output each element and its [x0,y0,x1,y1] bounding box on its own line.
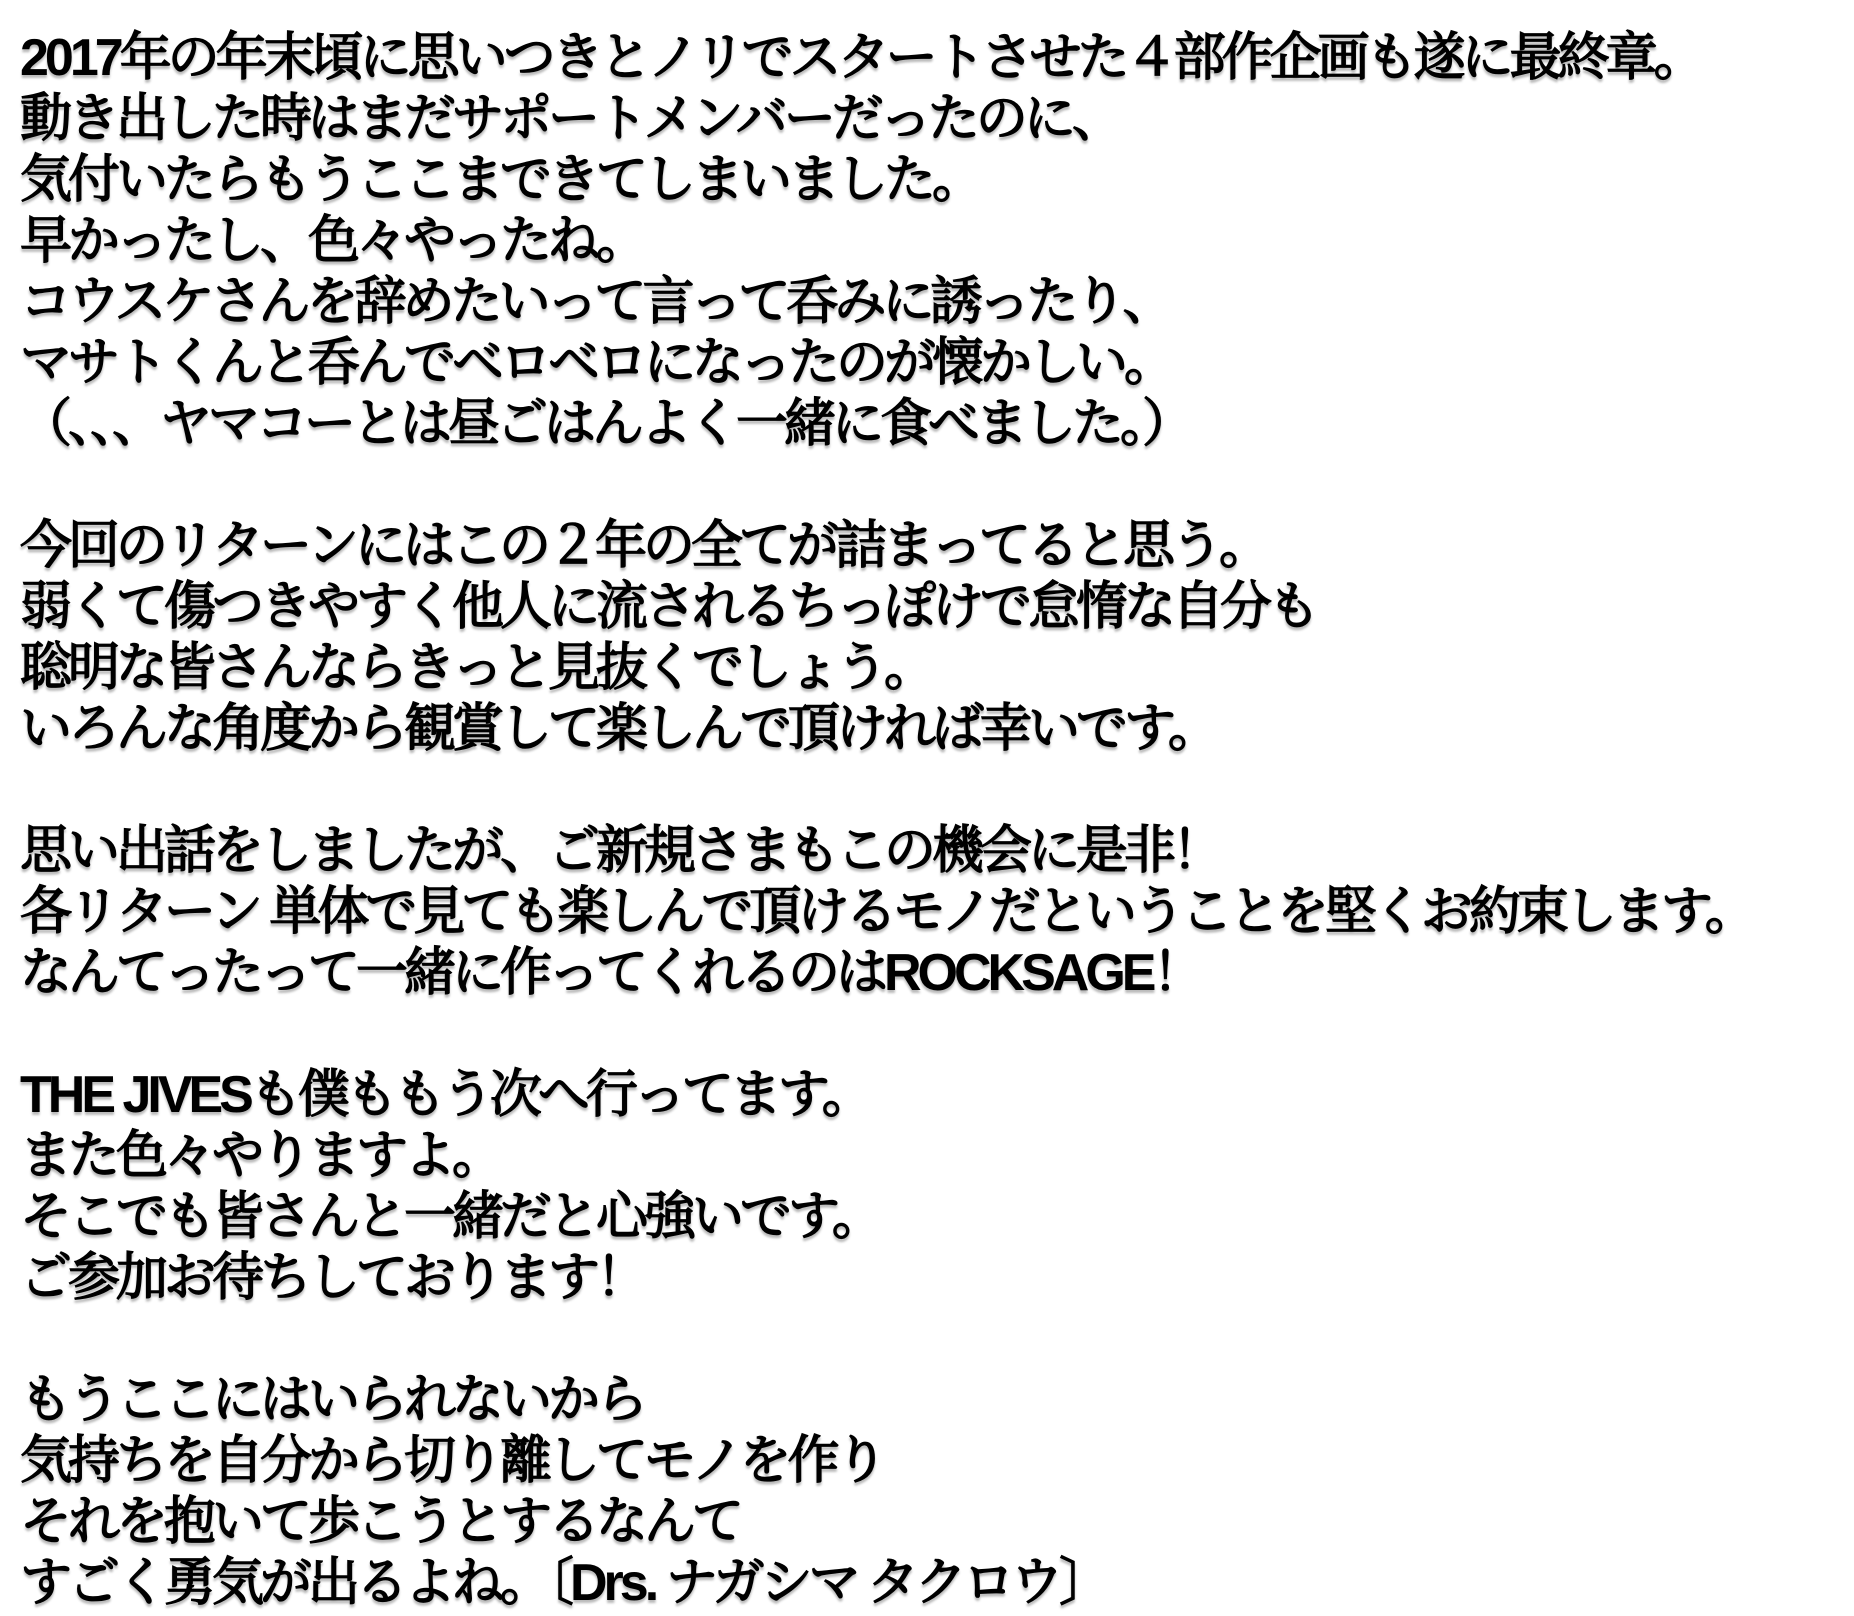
text-line: 思い出話をしましたが、ご新規さまもこの機会に是非！ [20,822,1221,880]
text-line: 気付いたらもうここまできてしまいました。 [20,151,981,209]
text-line: THE JIVESも僕ももう次へ行ってます。 [20,1066,870,1124]
text-line: 2017年の年末頃に思いつきとノリでスタートさせた４部作企画も遂に最終章。 [20,29,1702,87]
paragraph [20,1370,1840,1614]
text-line: また色々やりますよ。 [20,1127,501,1185]
text-line: それを抱いて歩こうとするなんて [20,1493,741,1551]
text-line: マサトくんと呑んでベロベロになったのが懐かしい。 [20,334,1173,392]
text-line: 弱くて傷つきやすく他人に流されるちっぽけで怠惰な自分も [20,578,1317,636]
paragraph [20,28,1840,455]
text-line: ご参加お待ちしております！ [20,1249,645,1307]
text-line: （、、、ヤマコーとは昼ごはんよく一緒に食べました。） [20,395,1191,453]
text-line: 早かったし、色々やったね。 [20,212,645,270]
paragraph [20,821,1840,1004]
text-line: そこでも皆さんと一緒だと心強いです。 [20,1188,880,1246]
text-line: すごく勇気が出るよね。〔Drs. ナガシマ タクロウ〕 [20,1554,1108,1612]
text-line: 各リターン 単体で見ても楽しんで頂けるモノだということを堅くお約束します。 [20,883,1753,941]
paragraph [20,1065,1840,1309]
text-line: 気持ちを自分から切り離してモノを作り [20,1432,884,1490]
text-line: 今回のリターンにはこの２年の全てが詰まってると思う。 [20,517,1267,575]
text-line: もうここにはいられないから [20,1371,645,1429]
text-line: 動き出した時はまだサポートメンバーだったのに、 [20,90,1120,148]
text-line: いろんな角度から観賞して楽しんで頂ければ幸いです。 [20,700,1216,758]
text-line: なんてったって一緒に作ってくれるのはROCKSAGE！ [20,944,1201,1002]
paragraph [20,516,1840,760]
text-line: コウスケさんを辞めたいって言って呑みに誘ったり、 [20,273,1171,331]
text-line: 聡明な皆さんならきっと見抜くでしょう。 [20,639,933,697]
